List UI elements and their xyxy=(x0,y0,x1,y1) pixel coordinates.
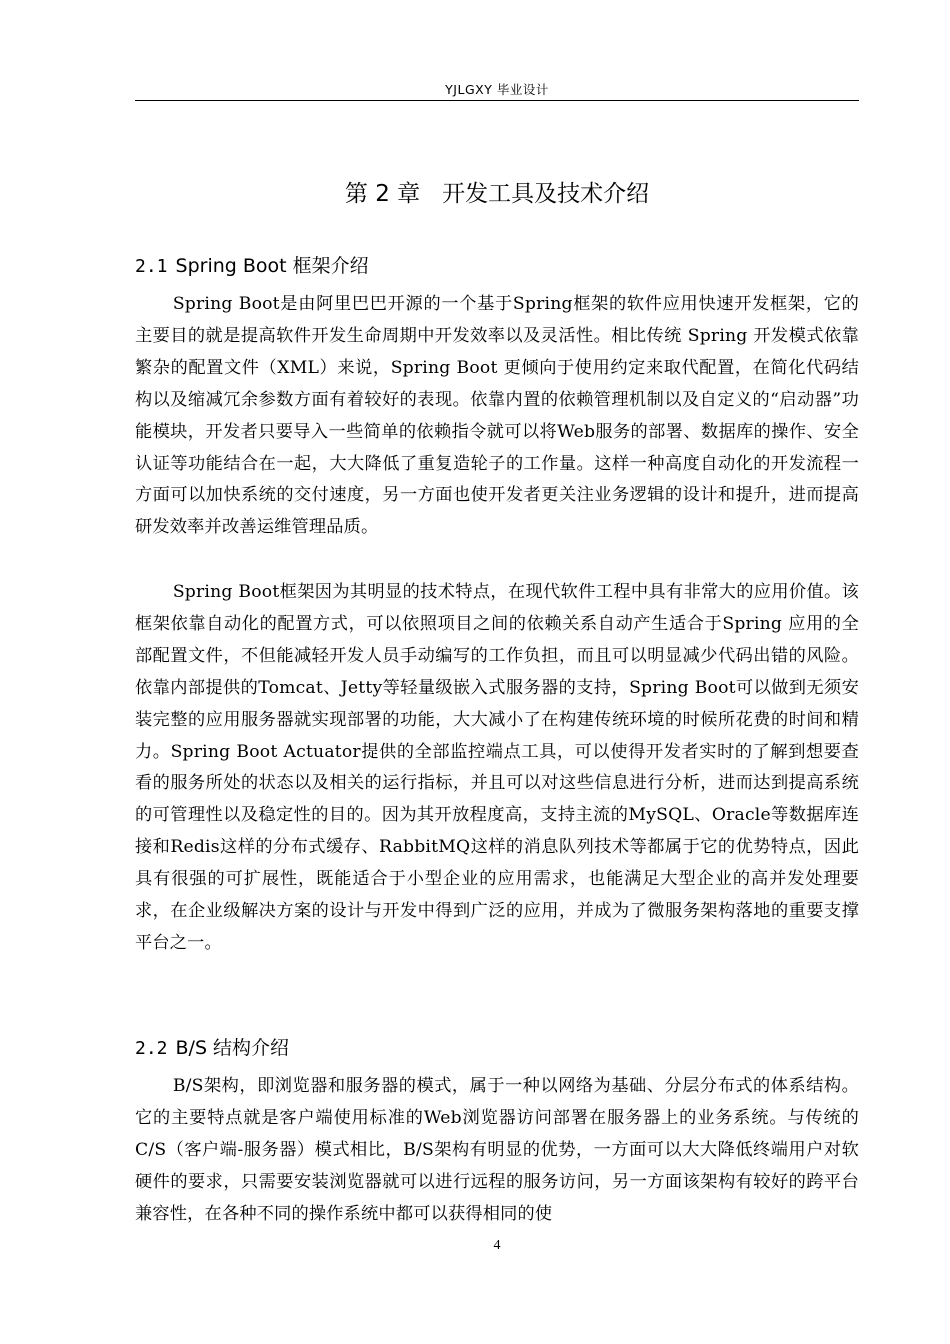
paragraph: Spring Boot框架因为其明显的技术特点，在现代软件工程中具有非常大的应用价值。该框架依靠自动化的配置方式，可以依照项目之间的依赖关系自动产生适合于Spring 应用的全部配置文件，不但能减轻开发人员手动编写的工作负担，而且可以明显减少代码出错的风险。依靠内部提供的Tomcat、Jetty等轻量级嵌入式服务器的支持，Spring Boot可以做到无须安装完整的应用服务器就实现部署的功能，大大减小了在构建传统环境的时候所花费的时间和精力。Spring Boot Actuator提供的全部监控端点工具，可以使得开发者实时的了解到想要查看的服务所处的状态以及相关的运行指标，并且可以对这些信息进行分析，进而达到提高系统的可管理性以及稳定性的目的。因为其开放程度高，支持主流的MySQL、Oracle等数据库连接和Redis这样的分布式缓存、RabbitMQ这样的消息队列技术等都属于它的优势特点，因此具有很强的可扩展性，既能适合于小型企业的应用需求，也能满足大型企业的高并发处理要求，在企业级解决方案的设计与开发中得到广泛的应用，并成为了微服务架构落地的重要支撑平台之一。 xyxy=(135,582,859,953)
page-number: 4 xyxy=(493,1238,501,1253)
page-header: YJLGXY 毕业设计 xyxy=(445,82,549,97)
section-title: B/S 结构介绍 xyxy=(175,1037,290,1059)
header-divider xyxy=(135,100,859,101)
chapter-title: 第 2 章 开发工具及技术介绍 xyxy=(344,181,650,207)
paragraph: Spring Boot是由阿里巴巴开源的一个基于Spring框架的软件应用快速开发框架，它的主要目的就是提高软件开发生命周期中开发效率以及灵活性。相比传统 Spring 开发模式依靠繁杂的配置文件（XML）来说，Spring Boot 更倾向于使用约定来取代配置，在简化代码结构以及缩减冗余参数方面有着较好的表现。依靠内置的依赖管理机制以及自定义的“启动器”功能模块，开发者只要导入一些简单的依赖指令就可以将Web服务的部署、数据库的操作、安全认证等功能结合在一起，大大降低了重复造轮子的工作量。这样一种高度自动化的开发流程一方面可以加快系统的交付速度，另一方面也使开发者更关注业务逻辑的设计和提升，进而提高研发效率并改善运维管理品质。 xyxy=(135,294,859,538)
section-heading-2-2 xyxy=(135,1033,859,1064)
section-number: 2.1 xyxy=(135,256,168,277)
section-title: Spring Boot 框架介绍 xyxy=(175,255,369,277)
section-heading-2-1 xyxy=(135,251,859,282)
section-number: 2.2 xyxy=(135,1038,168,1059)
paragraph: B/S架构，即浏览器和服务器的模式，属于一种以网络为基础、分层分布式的体系结构。它的主要特点就是客户端使用标准的Web浏览器访问部署在服务器上的业务系统。与传统的C/S（客户端-服务器）模式相比，B/S架构有明显的优势，一方面可以大大降低终端用户对软硬件的要求，只需要安装浏览器就可以进行远程的服务访问，另一方面该架构有较好的跨平台兼容性，在各种不同的操作系统中都可以获得相同的使 xyxy=(135,1076,859,1224)
